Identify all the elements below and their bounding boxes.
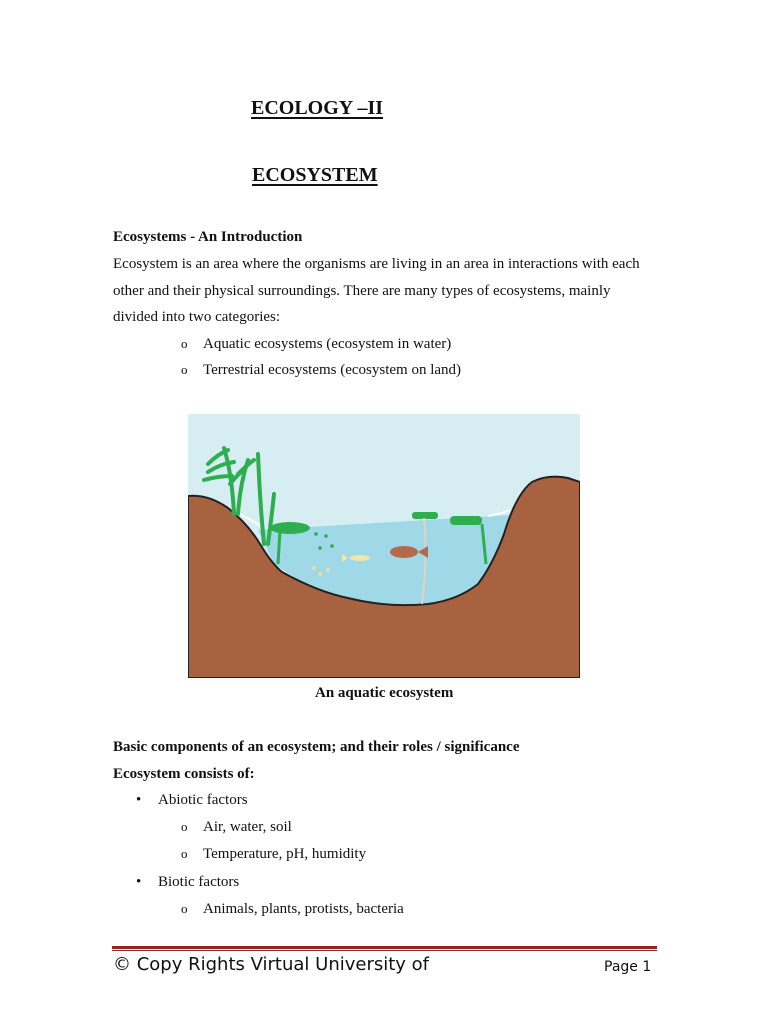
biotic-item-1: Animals, plants, protists, bacteria	[203, 901, 404, 917]
document-title: ECOLOGY –II	[251, 97, 384, 119]
category-terrestrial: Terrestrial ecosystems (ecosystem on land)	[203, 362, 462, 378]
biotic-factors-label: Biotic factors	[158, 874, 240, 890]
lily-pad	[450, 516, 482, 525]
intro-line-2: other and their physical surroundings. There are many types of ecosystems, mainly	[113, 283, 611, 299]
sub-bullet-marker: o	[181, 901, 188, 916]
lily-pad	[270, 522, 310, 534]
sub-bullet-marker: o	[181, 846, 188, 861]
bullet-marker: •	[136, 874, 142, 890]
category-aquatic: Aquatic ecosystems (ecosystem in water)	[203, 336, 452, 352]
intro-line-3: divided into two categories:	[113, 309, 281, 325]
page-number: Page 1	[604, 959, 652, 975]
abiotic-item-1: Air, water, soil	[203, 819, 292, 835]
aquatic-ecosystem-illustration	[188, 414, 580, 678]
intro-line-1: Ecosystem is an area where the organisms are living in an area in interactions with each	[113, 256, 640, 272]
components-heading: Basic components of an ecosystem; and their roles / significance	[113, 739, 520, 755]
sub-bullet-marker: o	[181, 819, 188, 834]
intro-heading: Ecosystems - An Introduction	[113, 229, 303, 245]
figure-caption: An aquatic ecosystem	[315, 685, 454, 701]
abiotic-factors-label: Abiotic factors	[158, 792, 248, 808]
sub-bullet-marker: o	[181, 336, 188, 351]
document-subtitle: ECOSYSTEM	[252, 164, 378, 186]
sub-bullet-marker: o	[181, 362, 188, 377]
footer-copyright: © Copy Rights Virtual University of	[113, 954, 430, 975]
footer-rule-thin	[112, 950, 657, 951]
lily-stem	[278, 530, 280, 564]
consists-heading: Ecosystem consists of:	[113, 766, 255, 782]
footer-rule	[112, 946, 657, 949]
abiotic-item-2: Temperature, pH, humidity	[203, 846, 367, 862]
bullet-marker: •	[136, 792, 142, 808]
